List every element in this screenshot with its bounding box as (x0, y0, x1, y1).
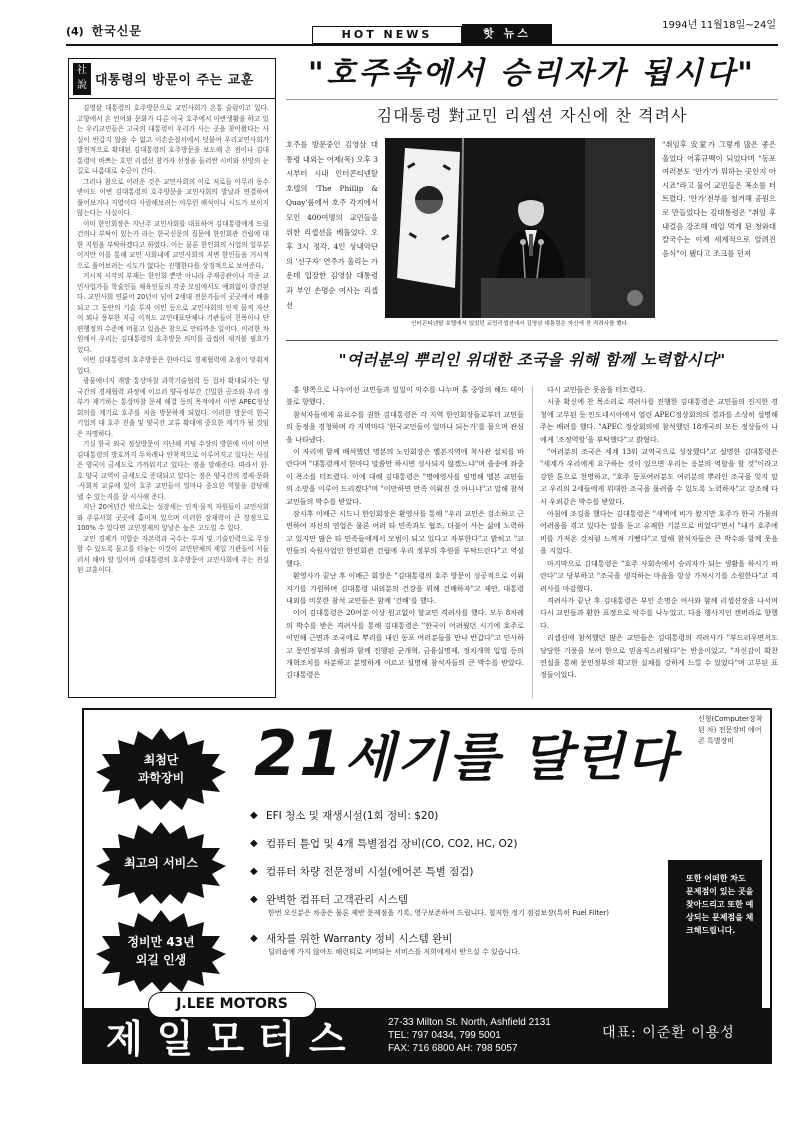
main-story-side: "취임후 安家가 그렇게 많은 좋은 울었다 어휴규백이 되었다며 "동포 여러분도 '안가'가 뭐하는 곳인지 아시죠"라고 물어 교민들은 폭소를 터트렸다. '안가'전부를 철거해 공원으로 만들었다는 김대통령은 "취임 후 내걸음 강조해 매일 먹게 된 청와대 칼국수는 이제 세계적으로 알려진 음식"이 됐다고 조크를 던져 (662, 140, 776, 258)
page-header (66, 14, 776, 44)
main-subheadline: 김대통령 對교민 리셉션 자신에 찬 격려사 (376, 106, 688, 125)
burst-text (96, 854, 226, 872)
burst-text (96, 751, 226, 787)
ad-feature: ◆ EFI 청소 및 재생시설(1회 정비: $20) (250, 808, 690, 824)
ad-feature-detail: 한번 오신분은 차종은 물론 제반 문제점을 기록, 영구보존하여 드립니다. 철저한 정기 점검보장(특히 Fuel Filter) (268, 909, 609, 917)
editorial-header (69, 59, 275, 99)
representatives: 대표: 이준환 이용성 (602, 1025, 735, 1041)
ad-feature: ◆ 컴퓨터 차량 전문정비 시설(에어콘 특별 점검) (250, 864, 690, 880)
burst-text (96, 933, 226, 969)
story-paragraph: 격려사가 끝난 후 김대통령은 부인 손명순 여사와 함께 리셉션장을 나서며 다시 교민들과 환한 표정으로 악수를 나누었고, 다음 행사지인 캔버라로 향했다. (540, 595, 778, 630)
paper-name: 한국신문 (91, 24, 142, 38)
ad-headline (254, 717, 678, 790)
page-identifier (66, 22, 142, 39)
ad-headline-text: 세기를 달린다 (344, 728, 678, 788)
ad-feature: ◆ 컴퓨터 튠업 및 4개 특별점검 장비(CO, CO2, HC, O2) (250, 836, 690, 852)
burst-label: 최고의 서비스 (124, 856, 198, 870)
editorial-title: 대통령의 방문이 주는 교훈 (95, 73, 254, 88)
burst-badge-experience (96, 910, 226, 992)
fax-line: FAX: 716 6800 AH: 798 5057 (388, 1043, 518, 1054)
ad-brand-bar (84, 996, 770, 1064)
ad-feature-detail: 딜러숍에 가지 않아도 해런티로 커버되는 서비스를 저희에게서 받으실 수 있습니다. (268, 948, 521, 956)
section-label-ko: 핫 뉴스 (462, 24, 552, 44)
editorial-paragraph: 이번 김대통령의 호주방문은 한마디로 경제협력에 초점이 맞춰져있다. (77, 356, 269, 375)
story-paragraph: 마지막으로 김대통령은 "호주 사회속에서 승리자가 되는 생활을 하시기 바란다"고 당부하고 "조국을 생각하는 마음을 항상 가져시기를 소원한다"고 격려사를 마감했다. (540, 558, 778, 593)
ad-feature: ◆ 완벽한 컴퓨터 고객관리 시스템 (250, 892, 690, 908)
ad-callout-box: 또한 어떠한 차도 문제점이 있는 곳을 찾아드리고 또한 예상되는 문제점을 체크해드립니다. (668, 860, 762, 1010)
main-headline: "호주속에서 승리자가 됩시다" (286, 54, 778, 100)
brand-name-en: J.LEE MOTORS (148, 992, 316, 1018)
story-paragraph: 다시 교민들은 웃음을 터트렸다. (547, 385, 646, 394)
issue-date: 1994년 11월18일~24일 (662, 20, 776, 31)
press-photo (385, 138, 655, 318)
phone-line: TEL: 797 0434, 799 5001 (388, 1030, 501, 1041)
story-paragraph: 잠시후 이배근 시드니 한인회장은 환영사를 통해 "우리 교민은 검소하고 근면하여 자신의 연업은 물론 여러 타 민족과도 협조, 더불어 사는 삶에 노력하고 있지만 많은 타 민족들에게서 모범이 되고 있다고 자부한다"고 밝히고 "교민들의 숙원사업인 한인회관 건립에 우리 정부의 후원을 부탁드린다"고 역설했다. (286, 509, 524, 568)
editorial-badge: 社說 (73, 63, 91, 95)
story-paragraph: 리셉션에 참석했던 많은 교민들은 김대통령의 격려사가 "부드러우면서도 당당한 기풍을 보여 한으로 믿음직스러웠다"는 반응이었고, "자신감이 확찬 연설을 통해 문민정부의 확고한 실체를 강하게 느낄 수 있었다"며 고무된 표정들이었다. (540, 633, 778, 680)
brand-name-ko: 제일모터스 (106, 1017, 360, 1061)
editorial-paragraph: 교민 경제가 미합순 자본력과 국수는 투자 및 기술인력으로 무장할 수 있도록 물고를 터놓는 이것이 교민단체의 제일 기관들이 서둘러서 해야 할 일이며 김대통령의 호주방문이 교민사회에 주는 진실된 교훈이다. (77, 534, 269, 574)
editorial-paragraph: 이미 한인회장은 지난주 교민사회를 대표하여 김대통령에게 드릴 건의나 부탁이 있는가 라는 한국신문의 질문에 한인회관 건립에 대한 지원을 부탁하겠다고 하였다. 이는 물론 한인회의 사업의 일부분이지만 이를 통해 교민 사회내에 교민사회의 저변 한인들을 거시적으로 풀어보려는 시도가 없다는 진행한다를 상징적으로 보여준다. (77, 219, 269, 270)
editorial-box (68, 58, 276, 698)
editorial-paragraph: 김영삼 대통령의 호주방문으로 교민사회가 온통 술렁이고 있다. 고향에서 온 언어와 문화가 다른 이국 호주에서 아반생활을 하고 있는 우리교민들은 고국의 대통령이 우리가 사는 곳을 찾아왔다는 사실이 반갑지 않을 수 없고 이손순절서에서 덧붙여 우리교민사회가 발전적으로 확대된 김대통령의 호주방문을 보도해 온 점이나 김대통령이 바쁘는 호민 리셉선 참가자 선정을 둘러싼 시비와 선망의 눈길로 나름대로 수긍이 간다. (77, 104, 269, 175)
story-paragraph: 환영사가 끝난 후 이배근 회장은 "김대통령의 호주 방문이 성공적으로 이뤄지기를 기원하며 김대통령 내외분의 건강을 위해 건배하자"고 제안, 대통령 내외를 비롯한 참석 교민들은 함께 '건배'를 했다. (286, 571, 524, 605)
editorial-paragraph: 지난 20여년간 밖으로는 성장세는 인적·물적 자원들이 교민사회와 주류사회 곳곳에 흩어져 있으며 이러한 잠재력이 큰 장점으로 100% 수 있다면 교민경제의 앞날은 높은 고도일 수 있다. (77, 503, 269, 532)
story-paragraph: 이 자리에 함께 배석했던 명본의 노인회장은 멜본지역에 척사관 설치를 바란다며 "대통령께서 한마디 말씀만 하시면 성사되지 않겠느냐"며 즐송에 좌중이 폭소를 터트렸다. 이에 대해 김대통령은 "명예영사를 임명해 멜본 교민들의 소망을 이루어 드리겠다"며 "이만하면 만족 이뤄진 것 아니냐"고 말해 참석 교민들의 박수를 받았다. (286, 447, 524, 506)
burst-label: 최첨단 과학장비 (137, 753, 185, 785)
burst-label: 정비만 43년 외길 인생 (127, 935, 195, 967)
editorial-paragraph: 거시적 시각의 부재는 한인회 뿐만 아니라 주재공관이나 각종 교민사업가들 학술인들 체육인들의 각종 모임에서도 예외없이 발견된다. 교민사회 연륜이 20년이 넘어 2세대 전문가들이 곳곳에서 배출되고 그 동안의 기술 투자 이민 등으로 교민사회의 인적 물적 자산이 꾀나 풍부한 지금 이적도 교민대표단체나 기관들이 친목이나 단편행정의 수준에 머물고 있음은 참으로 안타까운 일이다. 이러한 차원에서 우리는 김대통령의 호주방문 의미를 곱씹어 새겨볼 필요가 있다. (77, 272, 269, 354)
address-line: 27-33 Milton St. North, Ashfield 2131 (388, 1017, 551, 1028)
photo-caption: 인터콘티넨탈 호텔에서 있었던 교민리셉션에서 김영삼 대통령은 자신에 찬 격려사를 했다. (411, 321, 629, 327)
ad-feature-list (250, 808, 690, 958)
page-number: (4) (66, 25, 84, 38)
burst-badge-equipment (96, 728, 226, 810)
story-column-right (540, 384, 778, 700)
header-rule (66, 44, 778, 46)
editorial-paragraph: 그러나 참으로 이러운 것은 교민사회의 이로 저로들 아무리 동수받아도 이번 김대통령의 호주방문을 교민사회의 발날과 연결하여 풀어보거나 지엽이다 사람해보려는 아무런 해석이나 시도가 보이지 않는다는 사실이다. (77, 177, 269, 217)
story-column-left (286, 384, 524, 700)
editorial-paragraph: 기실 한국 외국 정상방문이 지난해 키팅 수상의 방한에 이어 이번 김대통령의 방호까지 두차례나 안착적으로 이루어지고 있다는 사실은 양국이 금세도로 가까워지고 있다는 점을 말해준다. 따라서 한·호 양국 교역이 금세도로 증대되고 있다는 점은 양국간의 경제·문화·사회적 교류에 있어 호주 교민들이 얼마나 중요한 역할을 감당해 낼 수 있는지를 잘 시사해 준다. (77, 440, 269, 501)
story-paragraph: 시종 확신에 찬 목소리로 격려사를 진행한 김대통령은 교민들의 진지한 경청에 고무된 듯 인도네시아에서 열린 APEC정상회의의 결과를 소상히 설명해주는 배려를 했다. "APEC 정상회의에 참석했던 18개국의 모든 정상들이 나에게 '조정역할'을 부탁했다"고 밝혔다. (540, 397, 778, 444)
main-story-lead: 호주를 방문중인 김영삼 대통령 내외는 어제(목) 오후 3시부터 시내 인터콘티넨탈 호텔의 'The Phillip & Quay'룸에서 호주 각지에서 모인 400여명의 교민들을 위한 리셉션을 베풀었다. 오후 3시 정각, 4인 상내악단의 '선구자' 연주가 울리는 가운데 입장한 김영삼 대통령과 부인 손명순 여사는 리셉션 (286, 140, 378, 310)
story-paragraph: 참석자들에게 유료수를 권한 김대통령은 각 지역 한인회장들로부터 교민들의 동정을 경청하며 각 지역마다 '한국교민들이 얼마나 되는가'를 물으며 관심을 나타냈다. (286, 409, 524, 444)
story-paragraph: 홍 양쪽으로 나누어선 교민들과 일일이 악수를 나누며 홀 중앙의 헤드 테이블로 향했다. (286, 385, 524, 407)
section-label-en: HOT NEWS (312, 26, 462, 44)
photo-illustration (385, 138, 655, 318)
ad-side-note: 신형(Computer장착된 차) 전문장비 에어콘 특별장비 (698, 715, 763, 745)
editorial-paragraph: 광물에너지 개발 통상마찰 과학기술협력 등 접차 확대되가는 양국간의 경제협력 과정에 이르러 양국정부간 긴밀한 공조와 우리 정부가 제기하는 통상마찰 문제 해결 등의 목적에서 이번 APEC정상회의를 계기로 호주를 처음 방문하게 되었다. 이러한 방문이 한국 기업의 대 호주 진출 및 양국간 교류 확대에 중요한 계기가 될 것임은 자명하다. (77, 377, 269, 438)
story-paragraph: 이어 김대통령은 20여분 이상 원고없이 할교민 격려사를 했다. 모두 8차례의 박수를 받은 격려사를 통해 김대통령은 "한국이 어려웠던 시기에 호주로 이민해 근면과 조국에로 뿌리를 내린 동포 여러분들을 만나 반갑다"고 인사하고 문민정부의 출범과 함께 진행된 군개혁, 금융실명제, 정치개혁 입법 등의 개혁조치를 차분하고 분명하게 이르고 설명해 참석자들의 큰 박수를 받았다. 김대통령은 (286, 608, 524, 680)
second-headline: "여러분의 뿌리인 위대한 조국을 위해 함께 노력합시다" (286, 340, 778, 380)
editorial-body (69, 99, 275, 576)
column-divider (532, 386, 533, 698)
contact-block (388, 1016, 551, 1055)
story-paragraph: 아침에 조깅을 했다는 김대통령은 "새벽에 비가 왔지만 호주가 한국 가뭄의 어려움을 겪고 있다는 말을 듣고 유쾌한 기분으로 비었다"면서 "내가 호주에 비를 가져온 것처럼 느껴져 기뻤다"고 말해 참석자들은 큰 박수와 함께 웃음을 지었다. (540, 509, 778, 556)
advertisement (82, 708, 772, 1064)
ad-headline-number: 21 (254, 717, 345, 790)
story-paragraph: "여러분의 조국은 세계 13위 교역국으로 성장했다"고 설명한 김대통령은 "세계가 우리에게 요구하는 것이 있으면 우리는 응분의 역할을 할 것"이라고 강한 톤으로 천명하고, "호주 동포여러분도 여러분의 뿌리인 조국을 잊지 말고 우리의 2세들에게 위대한 조국을 물려줄 수 있도록 노력하자"고 강조해 다시 우뢰같은 박수를 받았다. (540, 447, 778, 506)
burst-badge-service (96, 822, 226, 904)
ad-feature: ◆ 새차를 위한 Warranty 정비 시스템 완비 (250, 931, 690, 947)
